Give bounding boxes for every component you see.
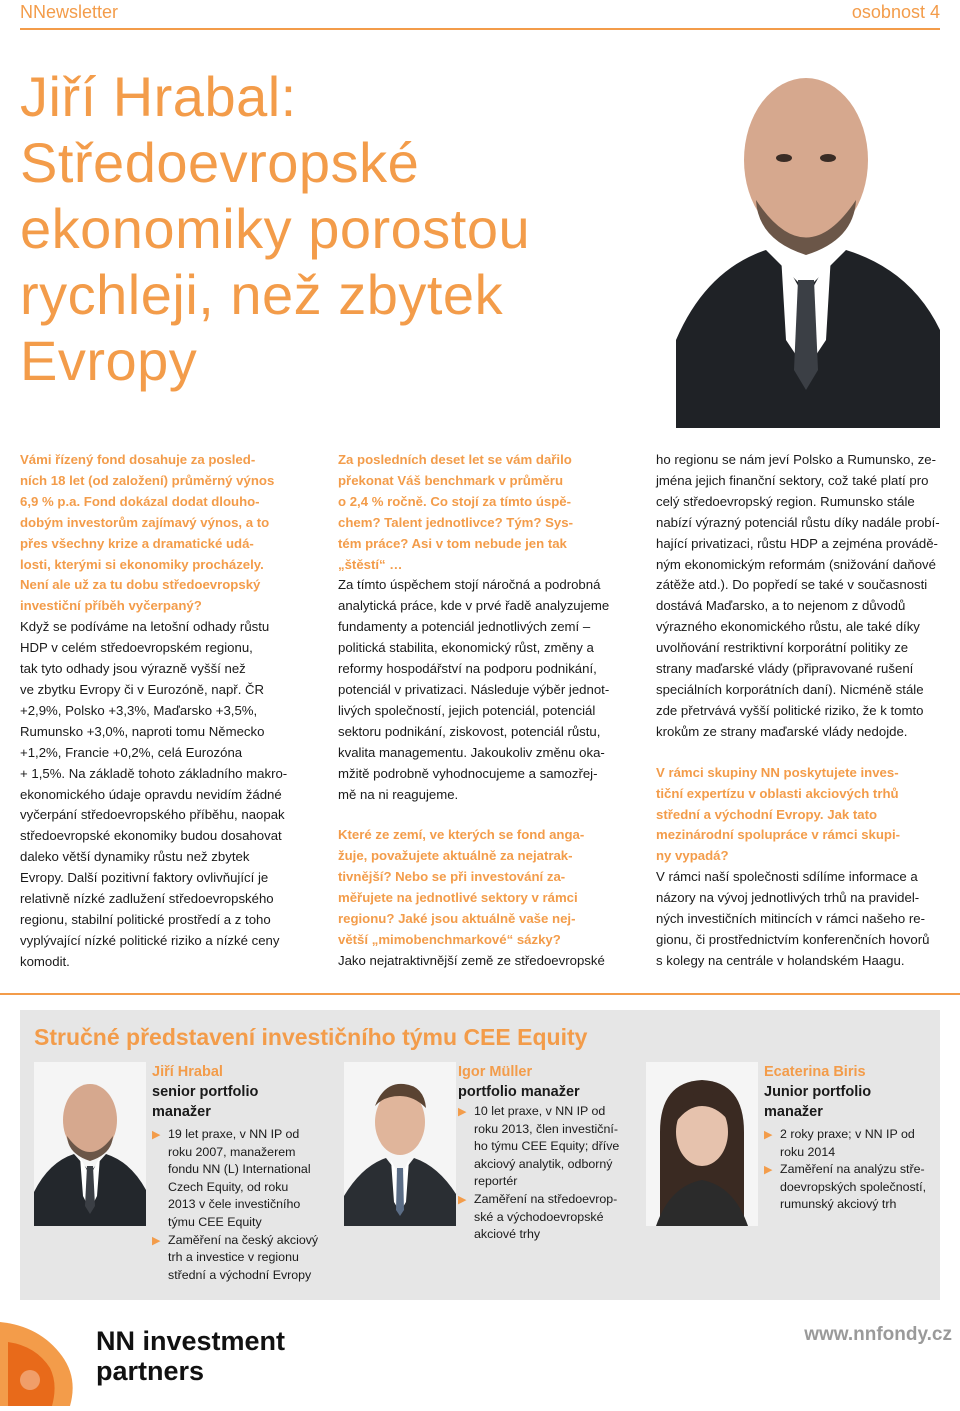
text-line: ho týmu CEE Equity; dříve <box>474 1139 620 1154</box>
member-role <box>764 1082 936 1122</box>
text-line: reportér <box>474 1174 518 1189</box>
text-line: ných investičních mitincích v rámci našeho re- <box>656 911 925 927</box>
text-line: kvalita managementu. Jakoukoliv změnu oka- <box>338 744 605 760</box>
bio-bullet <box>458 1103 630 1191</box>
member-bio <box>764 1062 936 1214</box>
text-line: Jako nejatraktivnější země ze středoevropské <box>338 952 605 968</box>
text-line: Zaměření na analýzu stře- <box>780 1162 925 1177</box>
section-name: osobnost <box>851 2 925 22</box>
text-line: Rumunsko +3,0%, naproti tomu Německo <box>20 723 265 739</box>
member-photo-illustration <box>344 1062 456 1226</box>
bio-bullet <box>458 1191 630 1244</box>
text-line: střední a východní Evropy <box>168 1267 312 1282</box>
bullet-arrow-icon: ▶ <box>764 1129 773 1141</box>
text-line: vyčerpání středoevropského příběhu, naopak <box>20 807 285 823</box>
text-line: manažer <box>764 1104 823 1120</box>
headline-line: ekonomiky porostou <box>20 197 531 260</box>
member-photo <box>646 1062 758 1226</box>
text-line: střední a východní Evropy. Jak tato <box>656 806 878 822</box>
team-panel <box>20 1010 940 1300</box>
member-name: Igor Müller <box>458 1064 533 1080</box>
interview-answer <box>656 867 956 972</box>
text-line: nabízí výrazný potenciál růstu díky nadále probí- <box>656 514 940 530</box>
member-name: Jiří Hrabal <box>152 1064 223 1080</box>
text-line: potenciál v privatizaci. Následuje výběr jednot- <box>338 681 610 697</box>
text-line: názory na vývoj jednotlivých trhů na pravidel- <box>656 890 920 906</box>
text-line: chem? Talent jednotlivce? Tým? Sys- <box>338 514 573 530</box>
member-role <box>152 1082 322 1122</box>
text-line: tiční expertízu v oblasti akciových trhů <box>656 785 899 801</box>
text-line: senior portfolio <box>152 1084 259 1100</box>
text-line: Není ale už za tu dobu středoevropský <box>20 577 261 593</box>
text-line: zde přetrvává vyšší politické riziko, že k tomto <box>656 702 924 718</box>
text-line: V rámci naší společnosti sdílíme informace a <box>656 869 918 885</box>
text-line: roku 2013, člen investiční- <box>474 1121 618 1136</box>
text-line: analytická práce, kde v prvé řadě analyzujeme <box>338 598 610 614</box>
bullet-arrow-icon: ▶ <box>458 1106 467 1118</box>
bio-bullet <box>764 1126 936 1161</box>
text-line: reformy hospodářství na podporu podnikání, <box>338 661 597 677</box>
text-line: ho regionu se nám jeví Polsko a Rumunsko, ze- <box>656 452 937 467</box>
bio-bullet <box>152 1126 322 1232</box>
text-line: roku 2007, manažerem <box>168 1144 296 1159</box>
text-line: Za tímto úspěchem stojí náročná a podrobná <box>338 577 601 593</box>
headline-line: Středoevropské <box>20 131 420 194</box>
text-line: 2013 v čele investičního <box>168 1197 301 1212</box>
member-photo <box>34 1062 146 1226</box>
text-line: s kolegy na centrále v holandském Haagu. <box>656 952 905 968</box>
text-line: Zaměření na český akciový <box>168 1232 319 1247</box>
bottom-divider <box>0 993 960 995</box>
text-line: strany maďarské vlády (připravované rušení <box>656 661 914 677</box>
text-line: měřujete na jednotlivé sektory v rámci <box>338 890 578 906</box>
text-line: Evropy. Další pozitivní faktory ovlivňující je <box>20 870 269 886</box>
paragraph-gap <box>656 743 956 763</box>
text-line: investiční příběh vyčerpaný? <box>20 598 202 614</box>
text-line: doevropských společností, <box>780 1179 927 1194</box>
text-line: 2 roky praxe; v NN IP od <box>780 1127 915 1141</box>
text-line: Které ze zemí, ve kterých se fond anga- <box>338 827 585 843</box>
member-photo <box>344 1062 456 1226</box>
headline-line: rychleji, než zbytek <box>20 263 504 326</box>
text-line: fundamenty a potenciál jednotlivých zemí – <box>338 619 591 635</box>
text-line: vyplývající nízké politické riziko a nízké ceny <box>20 932 280 948</box>
page-header <box>20 2 940 24</box>
member-name: Ecaterina Biris <box>764 1064 866 1080</box>
text-line: ným ekonomickým reformám (snižování daňové <box>656 556 936 572</box>
text-line: zátěže atd.). Do popředí se také v současnosti <box>656 577 928 593</box>
text-line: sektoru podnikání, ziskovost, potenciál růstu, <box>338 723 601 739</box>
interview-answer <box>20 617 324 972</box>
section-label <box>852 2 940 23</box>
article-column-1 <box>20 450 324 973</box>
text-line: komodit. <box>20 953 70 969</box>
text-line: krokům ze strany maďarské vlády nedojde. <box>656 723 908 739</box>
article-column-2 <box>338 450 638 972</box>
text-line: „štěstí“ … <box>338 556 403 572</box>
text-line: ních 18 let (od založení) průměrný výnos <box>20 472 275 488</box>
team-panel-title: Stručné představení investičního týmu CEE Equity <box>34 1024 588 1050</box>
text-line: regionu, stabilní politické prostředí a z toho <box>20 911 271 927</box>
interviewee-portrait <box>676 40 940 428</box>
text-line: jména jejich finanční sektory, což také platí pro <box>656 472 929 488</box>
text-line: tak tyto odhady jsou výrazně vyšší než <box>20 661 246 677</box>
text-line: ské a východoevropské <box>474 1209 604 1224</box>
text-line: mžitě podrobně vyhodnocujeme a samozřej- <box>338 765 598 781</box>
text-line: 10 let praxe, v NN IP od <box>474 1104 606 1118</box>
bullet-arrow-icon: ▶ <box>152 1234 161 1247</box>
text-line: 6,9 % p.a. Fond dokázal dodat dlouho- <box>20 493 260 509</box>
text-line: ekonomického údaje opravdu nevidím žádné <box>20 786 282 802</box>
interview-question <box>20 450 324 617</box>
text-line: roku 2014 <box>780 1144 836 1159</box>
text-line: Czech Equity, od roku <box>168 1179 289 1194</box>
page-number: 4 <box>929 2 940 22</box>
text-line: akciové trhy <box>474 1227 541 1242</box>
text-line: výrazného ekonomického růstu, ale také díky <box>656 619 920 635</box>
interview-answer <box>656 450 956 743</box>
text-line: žuje, považujete aktuálně za nejatrak- <box>338 848 573 864</box>
text-line: gionu, či prostřednictvím konferenčních hovorů <box>656 931 930 947</box>
brand-line: NN investment <box>96 1326 286 1356</box>
text-line: akciový analytik, odborný <box>474 1156 613 1171</box>
member-photo-illustration <box>646 1062 758 1226</box>
text-line: politická stabilita, ekonomický růst, změny a <box>338 640 594 656</box>
member-bio <box>458 1062 630 1244</box>
text-line: regionu? Jaké jsou aktuálně vaše nej- <box>338 911 576 927</box>
text-line: týmu CEE Equity <box>168 1214 262 1229</box>
text-line: +1,2%, Francie +0,2%, celá Eurozóna <box>20 744 243 760</box>
headline-line: Jiří Hrabal: <box>20 65 297 128</box>
text-line: větší „mimobenchmarkové“ sázky? <box>338 931 561 947</box>
text-line: 19 let praxe, v NN IP od <box>168 1127 300 1141</box>
text-line: dobým investorům zajímavý výnos, a to <box>20 514 270 530</box>
text-line: Vámi řízený fond dosahuje za posled- <box>20 452 256 467</box>
text-line: livých společností, jejich potenciál, potenciál <box>338 702 596 718</box>
newsletter-brand: NNewsletter <box>20 2 119 22</box>
text-line: mě na ni reagujeme. <box>338 786 459 802</box>
article-column-3 <box>656 450 956 972</box>
bio-bullet <box>764 1161 936 1214</box>
nn-logo-shape <box>0 1316 90 1406</box>
text-line: Za posledních deset let se vám dařilo <box>338 452 572 467</box>
bio-bullet <box>152 1232 322 1285</box>
text-line: přes všechny krize a dramatické udá- <box>20 535 254 551</box>
interview-question <box>338 825 638 950</box>
bullet-arrow-icon: ▶ <box>764 1164 773 1177</box>
bullet-arrow-icon: ▶ <box>458 1193 467 1206</box>
text-line: uvolňování restriktivní korporátní politiky ze <box>656 640 909 656</box>
top-divider <box>20 28 940 30</box>
member-bio <box>152 1062 322 1284</box>
text-line: +2,9%, Polsko +3,3%, Maďarsko +3,5%, <box>20 702 258 718</box>
text-line: o 2,4 % ročně. Co stojí za tímto úspě- <box>338 493 572 509</box>
paragraph-gap <box>338 805 638 825</box>
text-line: tivnější? Nebo se při investování za- <box>338 869 566 885</box>
bullet-arrow-icon: ▶ <box>152 1129 161 1141</box>
text-line: speciálních korporátních daní). Nicméně stále <box>656 681 924 697</box>
text-line: relativně nízké zadlužení středoevropského <box>20 891 274 907</box>
interview-question <box>338 450 638 575</box>
text-line: portfolio manažer <box>458 1084 580 1100</box>
interview-answer <box>338 951 638 972</box>
text-line: + 1,5%. Na základě tohoto základního makro- <box>20 765 288 781</box>
text-line: překonat Váš benchmark v průměru <box>338 472 563 488</box>
article-headline <box>20 64 660 394</box>
member-photo-illustration <box>34 1062 146 1226</box>
interview-question <box>656 763 956 868</box>
brand-line: partners <box>96 1356 205 1386</box>
text-line: Junior portfolio <box>764 1084 872 1100</box>
text-line: celý středoevropský region. Rumunsko stále <box>656 493 915 509</box>
text-line: daleko větší dynamiky růstu než zbytek <box>20 849 250 865</box>
text-line: hající privatizaci, růstu HDP a zejména provádě- <box>656 535 938 551</box>
text-line: V rámci skupiny NN poskytujete inves- <box>656 764 899 780</box>
text-line: ve zbytku Evropy či v Eurozóně, např. ČR <box>20 681 265 697</box>
text-line: losti, kterými si ekonomiky procházely. <box>20 556 264 572</box>
website-link[interactable]: www.nnfondy.cz <box>804 1324 952 1345</box>
interview-answer <box>338 575 638 805</box>
text-line: rumunský akciový trh <box>780 1197 897 1212</box>
footer-brand <box>96 1326 285 1386</box>
text-line: dostává Maďarsko, a to nejenom z důvodů <box>656 598 906 614</box>
text-line: fondu NN (L) International <box>168 1162 311 1177</box>
text-line: tém práce? Asi v tom nebude jen tak <box>338 535 567 551</box>
text-line: ny vypadá? <box>656 848 729 864</box>
headline-line: Evropy <box>20 329 198 392</box>
text-line: Když se podíváme na letošní odhady růstu <box>20 619 270 635</box>
text-line: středoevropské ekonomiky budou dosahovat <box>20 828 282 844</box>
text-line: Zaměření na středoevrop- <box>474 1191 618 1206</box>
text-line: manažer <box>152 1104 211 1120</box>
text-line: HDP v celém středoevropském regionu, <box>20 640 253 656</box>
text-line: trh a investice v regionu <box>168 1250 299 1265</box>
nn-lion-logo-icon <box>0 1316 90 1406</box>
member-role <box>458 1082 630 1102</box>
portrait-illustration <box>676 40 940 428</box>
text-line: mezinárodní spolupráce v rámci skupi- <box>656 827 901 843</box>
